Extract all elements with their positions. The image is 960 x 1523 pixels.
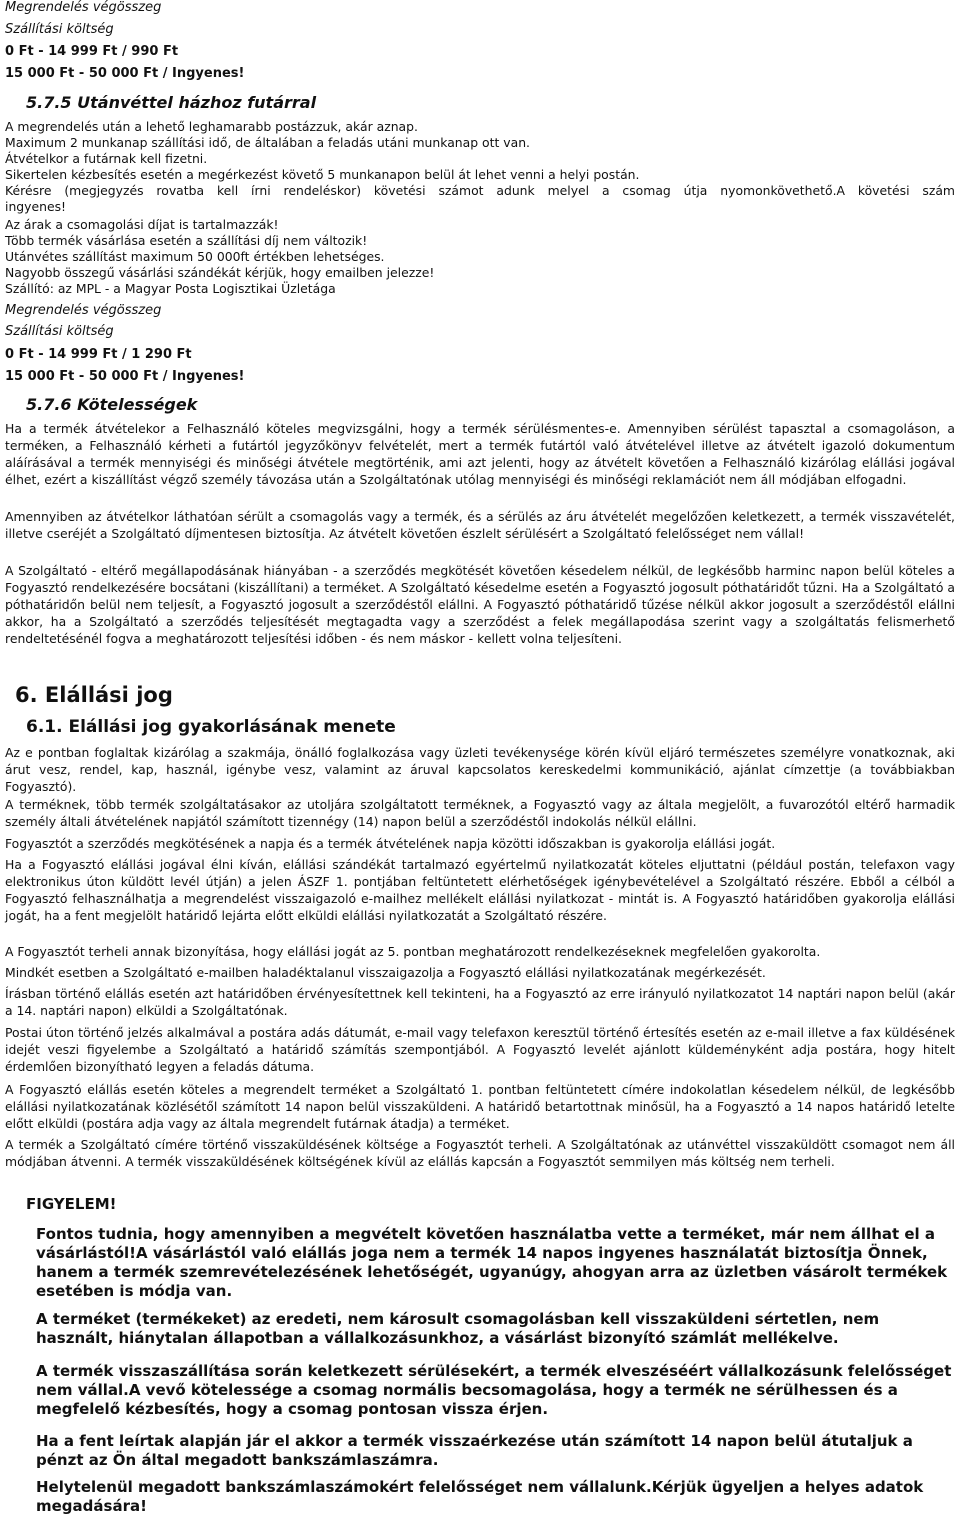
paragraph: Az e pontban foglaltak kizárólag a szakmája, önálló foglalkozása vagy üzleti tevékenysége körén kívül eljáró természetes személyre vonatkoznak, aki árut vesz, rendel, kap, használ, igénybe vesz, valamint az áruval kapcsolatos kereskedelmi kommunikáció, ajánlat címzettje (a továbbiakban Fogyasztó). <box>5 745 955 794</box>
warning-title: FIGYELEM! <box>26 1195 117 1213</box>
text-line: Maximum 2 munkanap szállítási idő, de általában a feladás utáni munkanap ott van. <box>5 135 530 150</box>
price-row <box>5 369 244 385</box>
paragraph: Írásban történő elállás esetén azt határidőben érvényesítettnek kell tekinteni, ha a Fogyasztó az erre irányuló nyilatkozatot 14 naptári napon belül (akár a 14. naptári napon) elküldi a Szolgáltatónak. <box>5 986 955 1018</box>
paragraph: Fogyasztót a szerződés megkötésének a napja és a termék átvételének napja közötti időszakban is gyakorolja elállási jogát. <box>5 836 776 851</box>
warning-paragraph: Helytelenül megadott bankszámlaszámokért felelősséget nem vállalunk.Kérjük ügyeljen a helyes adatok megadására! <box>36 1478 924 1515</box>
warning-paragraph: A termék visszaszállítása során keletkezett sérülésekért, a termék elveszéséért vállalkozásunk felelősséget nem vállal.A vevő kötelessége a csomag normális becsomagolása, hogy a termék ne sérülhessen és a megfelelő kézbesítés, hogy a csomag pontosan vissza érjen. <box>36 1362 952 1418</box>
carrier-line: Szállító: az MPL - a Magyar Posta Logisztikai Üzletága <box>5 281 336 296</box>
note-line: Több termék vásárlása esetén a szállítási díj nem változik! <box>5 233 368 248</box>
paragraph: A Fogyasztó elállás esetén köteles a megrendelt terméket a Szolgáltató 1. pontban feltüntetett címére indokolatlan késedelem nélkül, de legkésőbb elállási nyilatkozatának közlésétől számított 14 napon belül visszaküldeni. A határidő betartottnak minősül, ha a Fogyasztó a 14 napos határidő letelte előtt elküldi (postára adja vagy az általa megrendelt futárnak átadja) a terméket. <box>5 1082 955 1131</box>
paragraph: A Szolgáltató - eltérő megállapodásának hiányában - a szerződés megkötését követően késedelem nélkül, de legkésőbb harminc napon belül köteles a Fogyasztó rendelkezésére bocsátani (kiszállítani) a terméket. A Szolgáltató késedelme esetén a Fogyasztó jogosult póthatáridőt tűzni. Ha a Szolgáltató a póthatáridőn belül nem teljesít, a Fogyasztó jogosult a szerződéstől elállni. A Fogyasztó póthatáridő tűzése nélkül akkor jogosult a szerződéstől elállni akkor, ha a Szolgáltató a szerződés teljesítését megtagadta vagy a szerződést a felek megállapodása szerint vagy a szolgáltatás felismerhető rendeltetésénél fogva a meghatározott teljesítési időben - és nem máskor - kellett volna teljesíteni. <box>5 563 955 646</box>
price-row <box>5 44 178 60</box>
section-heading: 6. Elállási jog <box>15 683 173 707</box>
price-range: 0 Ft - 14 999 Ft / <box>5 347 132 362</box>
note-line: Az árak a csomagolási díjat is tartalmazzák! <box>5 217 279 232</box>
text-line: Átvételkor a futárnak kell fizetni. <box>5 151 208 166</box>
shipping-price: Ingyenes! <box>172 369 245 384</box>
warning-paragraph: A terméket (termékeket) az eredeti, nem károsult csomagolásban kell visszaküldeni sértetlen, nem használt, hiánytalan állapotban a vállalkozásunkhoz, a vásárlást bizonyító számlát mellékelve. <box>36 1310 880 1347</box>
order-total-label: Megrendelés végösszeg <box>5 303 162 318</box>
shipping-price: 990 Ft <box>131 44 179 59</box>
paragraph: A terméknek, több termék szolgáltatásakor az utoljára szolgáltatott terméknek, a Fogyasztó vagy az általa megjelölt, a fuvarozótól eltérő harmadik személy általi átvételének napjától számított tizennégy (14) napon belül a szerződéstől indokolás nélkül elállni. <box>5 797 955 829</box>
paragraph: Ha a termék átvételekor a Felhasználó köteles megvizsgálni, hogy a termék sérülésmentes-e. Amennyiben sérülést tapasztal a csomagoláson, a terméken, a Felhasználó kérheti a futártól jegyzőkönyv felvételét, mert a termék futártól való átvételével illetve az átvételt igazoló dokumentum aláírásával a termék mennyiségi és minőségi átvétele megtörténik, ami azt jelenti, hogy az átvételt követően a Felhasználó kizárólag elállási jogával élhet, ezért a kiszállítást végző személy távozása után a Szolgáltatónak utólag mennyiségi és minőségi reklamációt nem áll módjában elfogadni. <box>5 421 955 487</box>
price-range: 15 000 Ft - 50 000 Ft / <box>5 66 172 81</box>
note-line: Nagyobb összegű vásárlási szándékát kérjük, hogy emailben jelezze! <box>5 265 435 280</box>
price-range: 15 000 Ft - 50 000 Ft / <box>5 369 172 384</box>
price-range: 0 Ft - 14 999 Ft / <box>5 44 132 59</box>
paragraph: A termék a Szolgáltató címére történő visszaküldésének költsége a Fogyasztót terheli. A Szolgáltatónak az utánvéttel visszaküldött csomagot nem áll módjában átvenni. A termék visszaküldésének költségének kívül az elállás kapcsán a Fogyasztót semmilyen más költség nem terheli. <box>5 1137 955 1169</box>
paragraph: Mindkét esetben a Szolgáltató e-mailben haladéktalanul visszaigazolja a Fogyasztó elállási nyilatkozatának megérkezését. <box>5 965 766 980</box>
warning-paragraph: Fontos tudnia, hogy amennyiben a megvételt követően használatba vette a terméket, már nem állhat el a vásárlástól!A vásárlástól való elállás joga nem a termék 14 napos ingyenes használatát biztosítja Önnek, hanem a termék szemrevételezésének lehetőségét, ugyanúgy, ahogyan arra az üzletben vásárolt termékek esetében is módja van. <box>36 1225 948 1300</box>
price-row <box>5 66 244 82</box>
paragraph: Postai úton történő jelzés alkalmával a postára adás dátumát, e-mail vagy telefaxon keresztül történő értesítés esetén az e-mail illetve a fax küldésének idejét veszi figyelembe a Szolgáltató a határidő számítás szempontjából. A Fogyasztó levelét ajánlott küldeményként adja postára, hogy hitelt érdemlően bizonyítható legyen a feladás dátuma. <box>5 1025 955 1074</box>
shipping-price: Ingyenes! <box>172 66 245 81</box>
section-title: 5.7.6 Kötelességek <box>26 395 198 414</box>
section-title: 5.7.5 Utánvéttel házhoz futárral <box>26 93 317 112</box>
note-line: Utánvétes szállítást maximum 50 000ft értékben lehetséges. <box>5 249 385 264</box>
tracking-request-line: Kérésre (megjegyzés rovatba kell írni rendeléskor) követési számot adunk melyel a csomag útja nyomonkövethető.A követési szám <box>5 183 955 198</box>
shipping-cost-label: Szállítási költség <box>5 22 114 37</box>
price-row <box>5 347 192 363</box>
paragraph: Amennyiben az átvételkor láthatóan sérült a csomagolás vagy a termék, és a sérülés az áru átvételét megelőzően keletkezett, a termék visszavételét, illetve cseréjét a Szolgáltató díjmentesen biztosítja. Az átvételt követően észlelt sérülésért a Szolgáltató felelősséget nem vállal! <box>5 509 955 541</box>
warning-paragraph: Ha a fent leírtak alapján jár el akkor a termék visszaérkezése után számított 14 napon belül átutaljuk a pénzt az Ön által megadott bankszámlaszámra. <box>36 1432 913 1469</box>
paragraph: A Fogyasztót terheli annak bizonyítása, hogy elállási jogát az 5. pontban meghatározott rendelkezéseknek megfelelően gyakorolta. <box>5 944 821 959</box>
paragraph: Ha a Fogyasztó elállási jogával élni kíván, elállási szándékát tartalmazó egyértelmű nyilatkozatát köteles eljuttatni (például postán, telefaxon vagy elektronikus úton küldött levél útján) a jelen ÁSZF 1. pontjában feltüntetett elérhetőségek igénybevételével a Szolgáltató részére. Ebből a célból a Fogyasztó felhasználhatja a megrendelést visszaigazoló e-mailhez mellékelt elállási nyilatkozat - mintát is. A Fogyasztó határidőben gyakorolja elállási jogát, ha a fent megjelölt határidő lejárta előtt elküldi elállási nyilatkozatát a Szolgáltató részére. <box>5 857 955 923</box>
order-total-label: Megrendelés végösszeg <box>5 0 162 15</box>
subsection-heading: 6.1. Elállási jog gyakorlásának menete <box>26 717 396 737</box>
text-line: Sikertelen kézbesítés esetén a megérkezést követő 5 munkanapon belül át lehet venni a helyi postán. <box>5 167 640 182</box>
shipping-cost-label: Szállítási költség <box>5 324 114 339</box>
tracking-free-line: ingyenes! <box>5 199 67 214</box>
text-line: A megrendelés után a lehető leghamarabb postázzuk, akár aznap. <box>5 119 418 134</box>
shipping-price: 1 290 Ft <box>131 347 192 362</box>
